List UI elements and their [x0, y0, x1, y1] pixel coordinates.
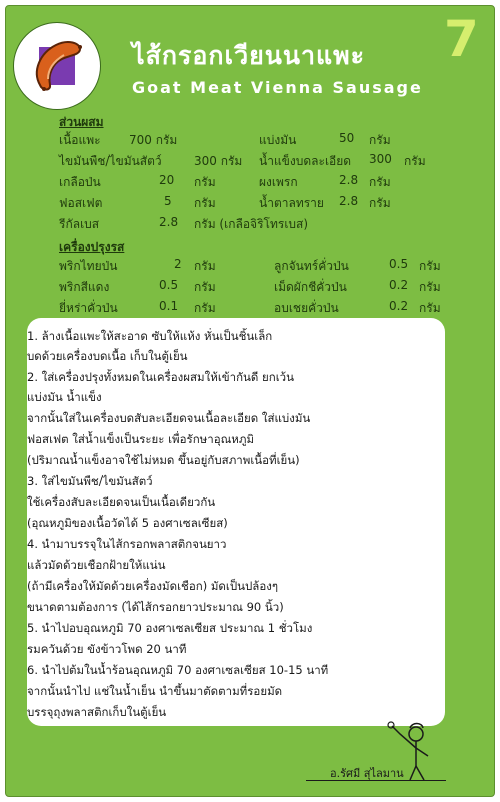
method-steps-panel [27, 318, 445, 726]
step-line: 6. นำไปต้มในน้ำร้อนอุณหภูมิ 70 องศาเซลเซียส 10-15 นาที [27, 663, 329, 677]
ingredient-name: ไขมันพืช/ไขมันสัตว์ [59, 154, 162, 168]
ingredient-name: รีกัลเบส [59, 217, 100, 231]
ingredient-amount: 50 [339, 131, 355, 145]
seasoning-unit: กรัม [419, 301, 441, 315]
ingredient-name: น้ำแข็งบดละเอียด [259, 154, 352, 168]
step-line: รมควันด้วย ขังข้าวโพด 20 นาที [27, 642, 187, 656]
step-line: ฟอสเฟต ใส่น้ำแข็งเป็นระยะ เพื่อรักษาอุณหภูมิ [27, 432, 255, 446]
ingredient-amount: 5 [164, 194, 172, 208]
recipe-title-english: Goat Meat Vienna Sausage [132, 78, 423, 97]
step-line: 5. นำไปอบอุณหภูมิ 70 องศาเซลเซียส ประมาณ 1 ชั่วโมง [27, 621, 313, 635]
ingredient-name: ผงเพรก [259, 175, 298, 189]
ingredient-unit: กรัม [194, 196, 216, 210]
seasoning-name: พริกสีแดง [59, 280, 110, 294]
ingredient-amount: 20 [159, 173, 175, 187]
sausage-icon [22, 31, 92, 101]
seasoning-unit: กรัม [194, 280, 216, 294]
seasoning-unit: กรัม [419, 280, 441, 294]
ingredient-amount: 300 [369, 152, 392, 166]
step-line: จากนั้นใส่ในเครื่องบดสับละเอียดจนเนื้อละเอียด ใส่แบ่งมัน [27, 411, 311, 425]
ingredient-name: เกลือป่น [59, 175, 101, 189]
seasoning-amount: 0.5 [389, 257, 409, 271]
seasoning-unit: กรัม [194, 259, 216, 273]
step-line: ใช้เครื่องสับละเอียดจนเป็นเนื้อเดียวกัน [27, 495, 216, 509]
step-line: 1. ล้างเนื้อแพะให้สะอาด ซับให้แห้ง หั่นเป็นชิ้นเล็ก [27, 329, 273, 343]
step-line: ขนาดตามต้องการ (ได้ไส้กรอกยาวประมาณ 90 นิ้ว) [27, 600, 284, 614]
author-underline [306, 780, 446, 781]
seasoning-name: พริกไทยป่น [59, 259, 118, 273]
recipe-number: 7 [444, 10, 479, 68]
ingredients-heading: ส่วนผสม [59, 115, 104, 129]
seasoning-name: เม็ดผักชีคั่วป่น [274, 280, 347, 294]
ingredient-unit: กรัม [404, 154, 426, 168]
seasoning-amount: 0.2 [389, 299, 409, 313]
seasoning-name: ยี่หร่าคั่วป่น [59, 301, 118, 315]
ingredient-amount: 2.8 [339, 173, 359, 187]
ingredient-amount: 700 กรัม [129, 133, 178, 147]
step-line: (ปริมาณน้ำแข็งอาจใช้ไม่หมด ขึ้นอยู่กับสภาพเนื้อที่เย็น) [27, 453, 300, 467]
seasoning-name: อบเชยคั่วป่น [274, 301, 339, 315]
ingredient-name: น้ำตาลทราย [259, 196, 324, 210]
ingredient-name: แบ่งมัน [259, 133, 297, 147]
ingredient-name: ฟอสเฟต [59, 196, 103, 210]
step-line: (ถ้ามีเครื่องให้มัดด้วยเครื่องมัดเชือก) มัดเป็นปล้องๆ [27, 579, 279, 593]
seasoning-amount: 0.5 [159, 278, 179, 292]
ingredient-unit: กรัม [369, 196, 391, 210]
step-line: จากนั้นนำไป แช่ในน้ำเย็น นำขึ้นมาตัดตามที่รอยมัด [27, 684, 283, 698]
seasoning-name: ลูกจันทร์คั่วป่น [274, 259, 349, 273]
ingredient-unit: กรัม (เกลือจิริโทรเบส) [194, 217, 309, 231]
sausage-logo [13, 22, 101, 110]
seasoning-heading: เครื่องปรุงรส [59, 240, 125, 254]
ingredient-amount: 2.8 [339, 194, 359, 208]
step-line: บดด้วยเครื่องบดเนื้อ เก็บในตู้เย็น [27, 349, 188, 363]
step-line: แล้วมัดด้วยเชือกฝ้ายให้แน่น [27, 558, 166, 572]
ingredient-name: เนื้อแพะ [59, 133, 101, 147]
step-line: แบ่งมัน น้ำแข็ง [27, 390, 102, 404]
ingredient-amount: 2.8 [159, 215, 179, 229]
ingredient-unit: กรัม [194, 175, 216, 189]
step-line: (อุณหภูมิของเนื้อวัดได้ 5 องศาเซลเซียส) [27, 516, 228, 530]
seasoning-amount: 0.2 [389, 278, 409, 292]
seasoning-amount: 0.1 [159, 299, 179, 313]
seasoning-amount: 2 [174, 257, 182, 271]
ingredient-unit: กรัม [369, 175, 391, 189]
recipe-title-thai: ไส้กรอกเวียนนาแพะ [132, 41, 366, 70]
ingredient-amount: 300 กรัม [194, 154, 243, 168]
author-name: อ.รัศมี สุไลมาน [330, 767, 404, 780]
step-line: บรรจุถุงพลาสติกเก็บในตู้เย็น [27, 705, 167, 719]
seasoning-unit: กรัม [419, 259, 441, 273]
step-line: 4. นำมาบรรจุในไส้กรอกพลาสติกจนยาว [27, 537, 227, 551]
seasoning-unit: กรัม [194, 301, 216, 315]
ingredient-unit: กรัม [369, 133, 391, 147]
step-line: 3. ใส่ไขมันพืช/ไขมันสัตว์ [27, 474, 153, 488]
step-line: 2. ใส่เครื่องปรุงทั้งหมดในเครื่องผสมให้เข้ากันดี ยกเว้น [27, 370, 294, 384]
